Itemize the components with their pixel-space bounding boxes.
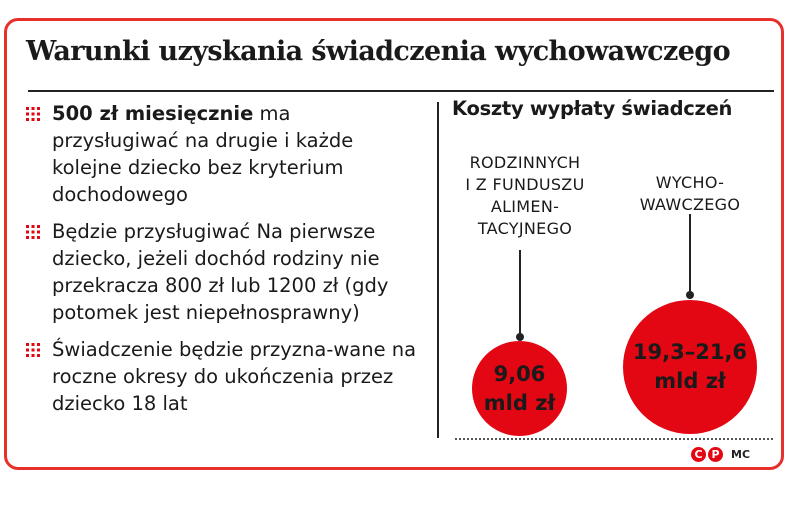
grid-bullet-icon <box>26 225 40 239</box>
label-line: WYCHO- <box>655 173 725 192</box>
grid-bullet-icon <box>26 107 40 121</box>
bullet-highlight: 500 zł miesięcznie <box>52 102 254 125</box>
upbringing-cost-unit: mld zł <box>654 369 726 393</box>
column-divider <box>437 102 439 438</box>
list-item <box>22 218 422 326</box>
label-line: WAWCZEGO <box>639 195 741 214</box>
costs-title: Koszty wypłaty świadczeń <box>452 97 733 120</box>
conditions-list <box>22 100 422 427</box>
credit <box>691 447 750 462</box>
author-initials: MC <box>731 448 751 461</box>
infographic-title: Warunki uzyskania świadczenia wychowawczego <box>26 36 730 67</box>
title-divider <box>28 90 774 92</box>
bullet-text: Świadczenie będzie przyzna-wane na roczne okresy do ukończenia przez dziecko 18 lat <box>52 338 417 415</box>
label-line: TACYJNEGO <box>477 219 573 238</box>
label-line: I Z FUNDUSZU <box>465 175 585 194</box>
copyright-icon: C <box>691 447 706 462</box>
family-cost-value: 9,06 <box>493 361 546 386</box>
family-benefit-label <box>440 152 610 240</box>
leader-line-family <box>519 250 521 338</box>
family-cost-bubble <box>472 341 567 436</box>
upbringing-cost-value: 19,3–21,6 <box>632 340 748 364</box>
p-mark-icon: P <box>708 447 723 462</box>
label-line: RODZINNYCH <box>469 153 581 172</box>
bullet-text: Będzie przysługiwać Na pierwsze dziecko, jeżeli dochód rodziny nie przekracza 800 zł lub 1200 zł (gdy potomek jest niepełnosprawny) <box>52 220 389 324</box>
leader-dot-family <box>516 333 524 341</box>
bullet-text: ma przysługiwać na drugie i każde kolejne dziecko bez kryterium dochodowego <box>52 102 354 206</box>
family-cost-unit: mld zł <box>483 390 556 415</box>
upbringing-cost-bubble <box>623 300 757 434</box>
chart-baseline <box>455 438 773 440</box>
upbringing-benefit-label <box>615 172 765 216</box>
grid-bullet-icon <box>26 343 40 357</box>
leader-dot-upbringing <box>686 291 694 299</box>
leader-line-upbringing <box>689 214 691 294</box>
list-item <box>22 336 422 417</box>
label-line: ALIMEN- <box>490 197 560 216</box>
list-item <box>22 100 422 208</box>
